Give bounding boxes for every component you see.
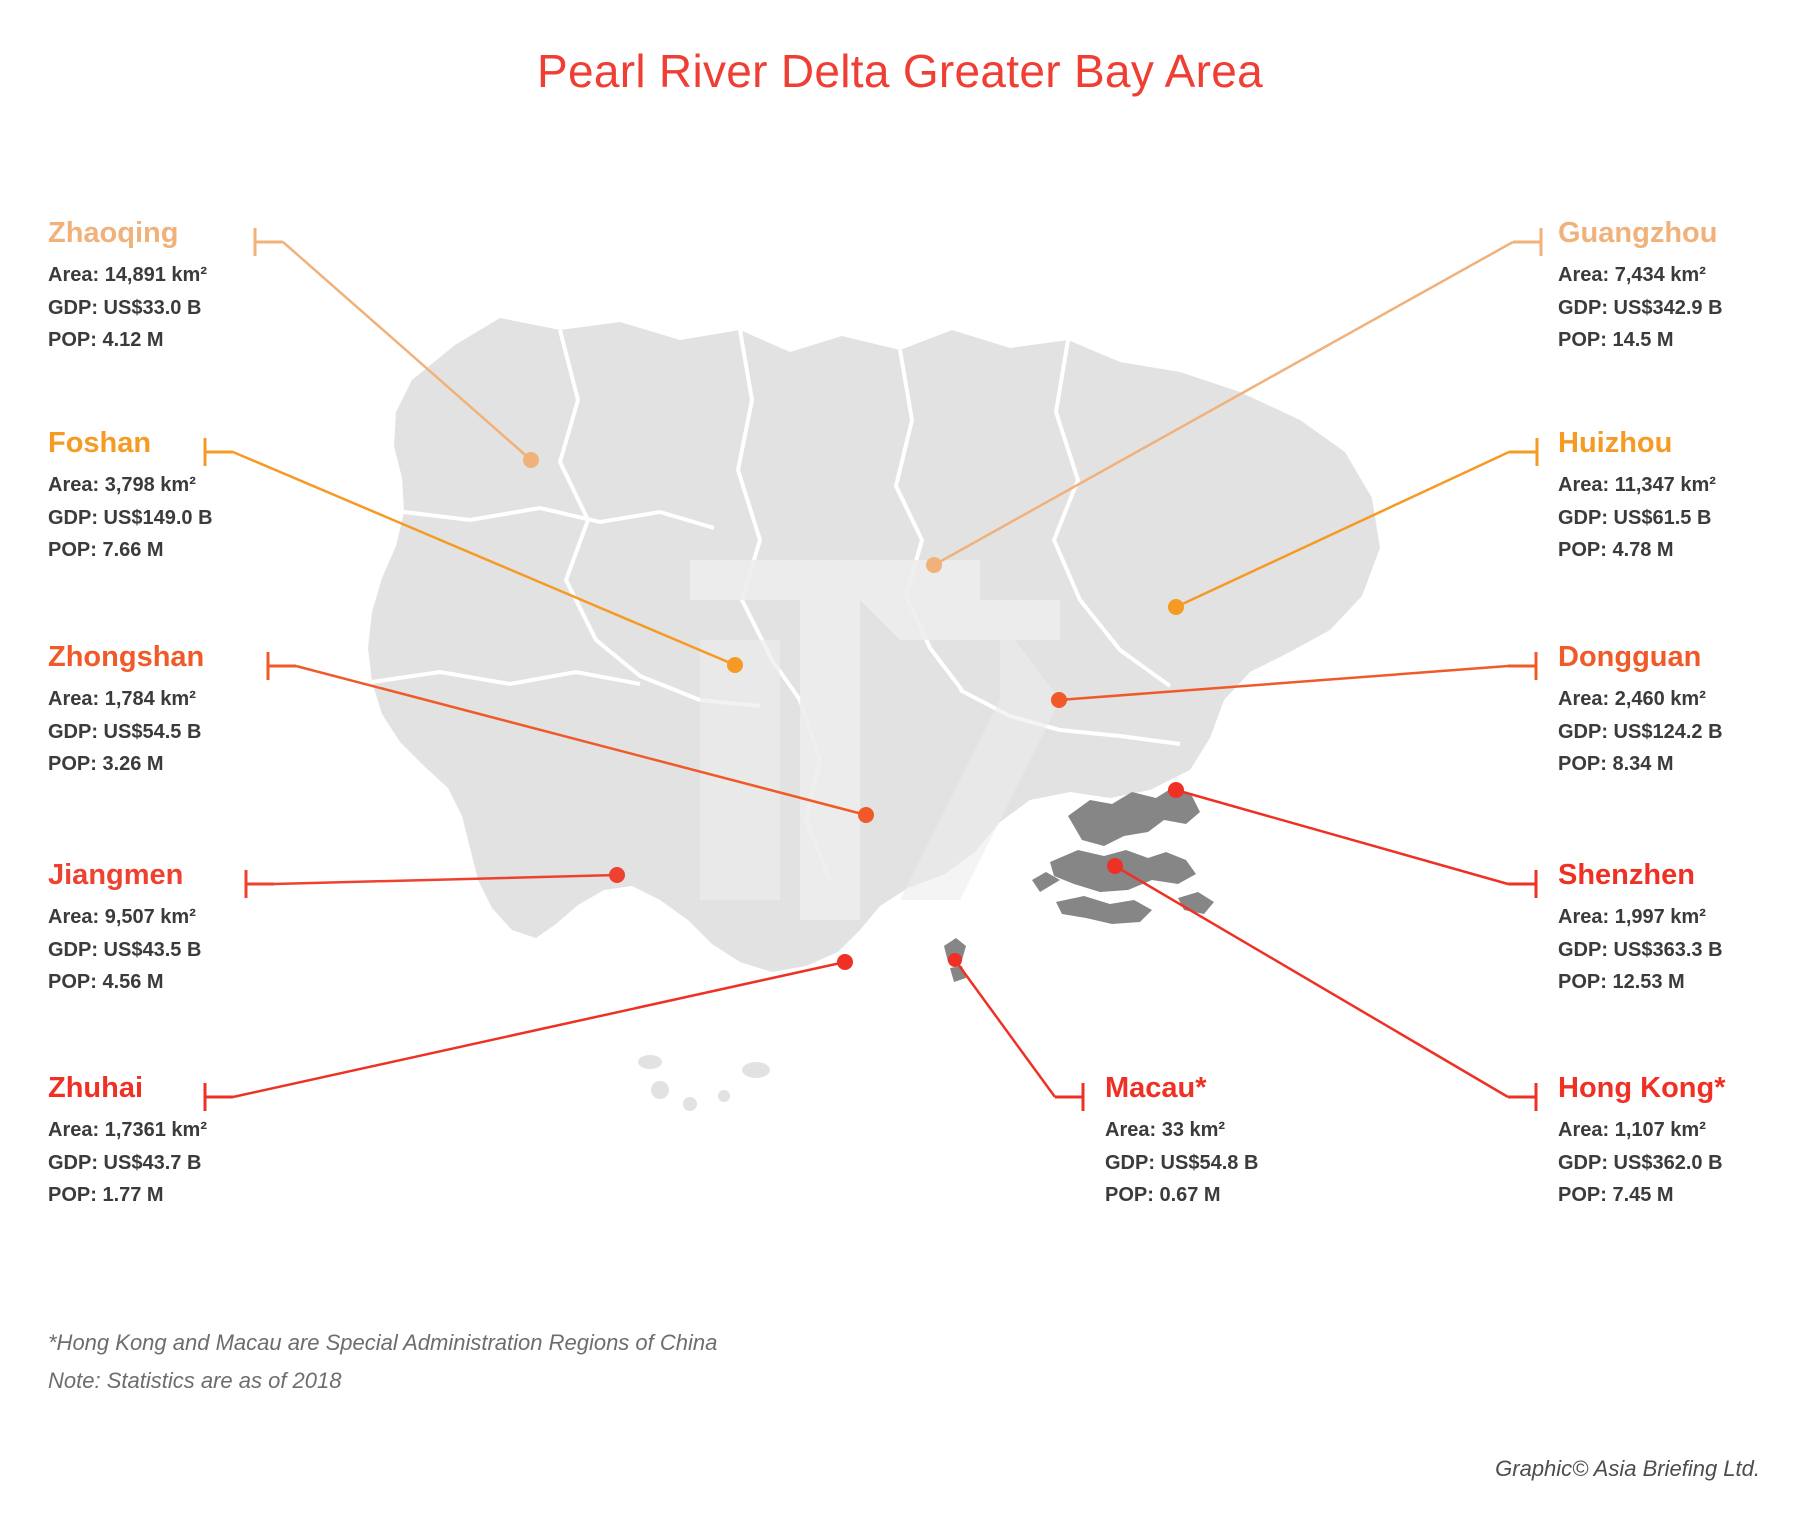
city-area-huizhou: Area: 11,347 km² [1558,474,1716,497]
city-name-zhaoqing: Zhaoqing [48,217,179,249]
city-pop-dongguan: POP: 8.34 M [1558,753,1674,776]
city-name-foshan: Foshan [48,427,152,459]
city-pop-zhuhai: POP: 1.77 M [48,1184,164,1207]
city-pop-zhaoqing: POP: 4.12 M [48,329,164,352]
callout-dongguan[interactable] [1558,642,1800,781]
city-area-zhongshan: Area: 1,784 km² [48,688,196,711]
city-area-foshan: Area: 3,798 km² [48,474,196,497]
city-pop-shenzhen: POP: 12.53 M [1558,971,1685,994]
city-gdp-foshan: GDP: US$149.0 B [48,506,213,529]
city-gdp-guangzhou: GDP: US$342.9 B [1558,296,1723,319]
callout-foshan[interactable] [48,428,378,567]
city-area-zhaoqing: Area: 14,891 km² [48,264,207,287]
callout-zhongshan[interactable] [48,642,378,781]
city-gdp-zhuhai: GDP: US$43.7 B [48,1151,202,1174]
city-name-guangzhou: Guangzhou [1558,217,1718,249]
city-name-shenzhen: Shenzhen [1558,859,1695,891]
city-name-hong-kong: Hong Kong* [1558,1072,1726,1104]
city-gdp-huizhou: GDP: US$61.5 B [1558,506,1712,529]
city-pop-jiangmen: POP: 4.56 M [48,971,164,994]
city-name-dongguan: Dongguan [1558,641,1702,673]
callout-zhaoqing[interactable] [48,218,378,357]
city-gdp-macau: GDP: US$54.8 B [1105,1151,1259,1174]
city-area-guangzhou: Area: 7,434 km² [1558,264,1706,287]
leader-huizhou [1168,438,1537,615]
page-title: Pearl River Delta Greater Bay Area [536,45,1264,97]
city-gdp-jiangmen: GDP: US$43.5 B [48,938,202,961]
callout-zhuhai[interactable] [48,1073,378,1212]
city-area-zhuhai: Area: 1,7361 km² [48,1119,207,1142]
city-pop-guangzhou: POP: 14.5 M [1558,329,1674,352]
city-gdp-zhongshan: GDP: US$54.5 B [48,720,202,743]
graphic-credit: Graphic© Asia Briefing Ltd. [1495,1456,1760,1481]
callout-jiangmen[interactable] [48,860,378,999]
city-area-dongguan: Area: 2,460 km² [1558,688,1706,711]
city-pop-huizhou: POP: 4.78 M [1558,539,1674,562]
city-area-jiangmen: Area: 9,507 km² [48,906,196,929]
city-area-macau: Area: 33 km² [1105,1119,1226,1142]
city-pop-zhongshan: POP: 3.26 M [48,753,164,776]
callout-shenzhen[interactable] [1558,860,1800,999]
city-name-zhongshan: Zhongshan [48,641,205,673]
footnote-sar: *Hong Kong and Macau are Special Administration Regions of China [48,1330,718,1355]
callout-huizhou[interactable] [1558,428,1800,567]
city-area-hong-kong: Area: 1,107 km² [1558,1119,1706,1142]
leader-guangzhou [926,228,1541,573]
city-name-macau: Macau* [1105,1072,1207,1104]
callout-hong-kong[interactable] [1558,1073,1800,1212]
city-name-zhuhai: Zhuhai [48,1072,144,1104]
city-gdp-dongguan: GDP: US$124.2 B [1558,720,1723,743]
city-pop-foshan: POP: 7.66 M [48,539,164,562]
footnote-statistics-year: Note: Statistics are as of 2018 [48,1368,342,1393]
city-gdp-hong-kong: GDP: US$362.0 B [1558,1151,1723,1174]
city-pop-macau: POP: 0.67 M [1105,1184,1221,1207]
callout-guangzhou[interactable] [1558,218,1800,357]
leader-shenzhen [1168,782,1536,898]
city-area-shenzhen: Area: 1,997 km² [1558,906,1706,929]
city-gdp-shenzhen: GDP: US$363.3 B [1558,938,1723,961]
city-name-jiangmen: Jiangmen [48,859,184,891]
city-name-huizhou: Huizhou [1558,427,1673,459]
leader-dongguan [1051,652,1536,708]
city-gdp-zhaoqing: GDP: US$33.0 B [48,296,202,319]
callout-macau[interactable] [1105,1073,1435,1212]
leader-macau [948,953,1083,1111]
city-pop-hong-kong: POP: 7.45 M [1558,1184,1674,1207]
